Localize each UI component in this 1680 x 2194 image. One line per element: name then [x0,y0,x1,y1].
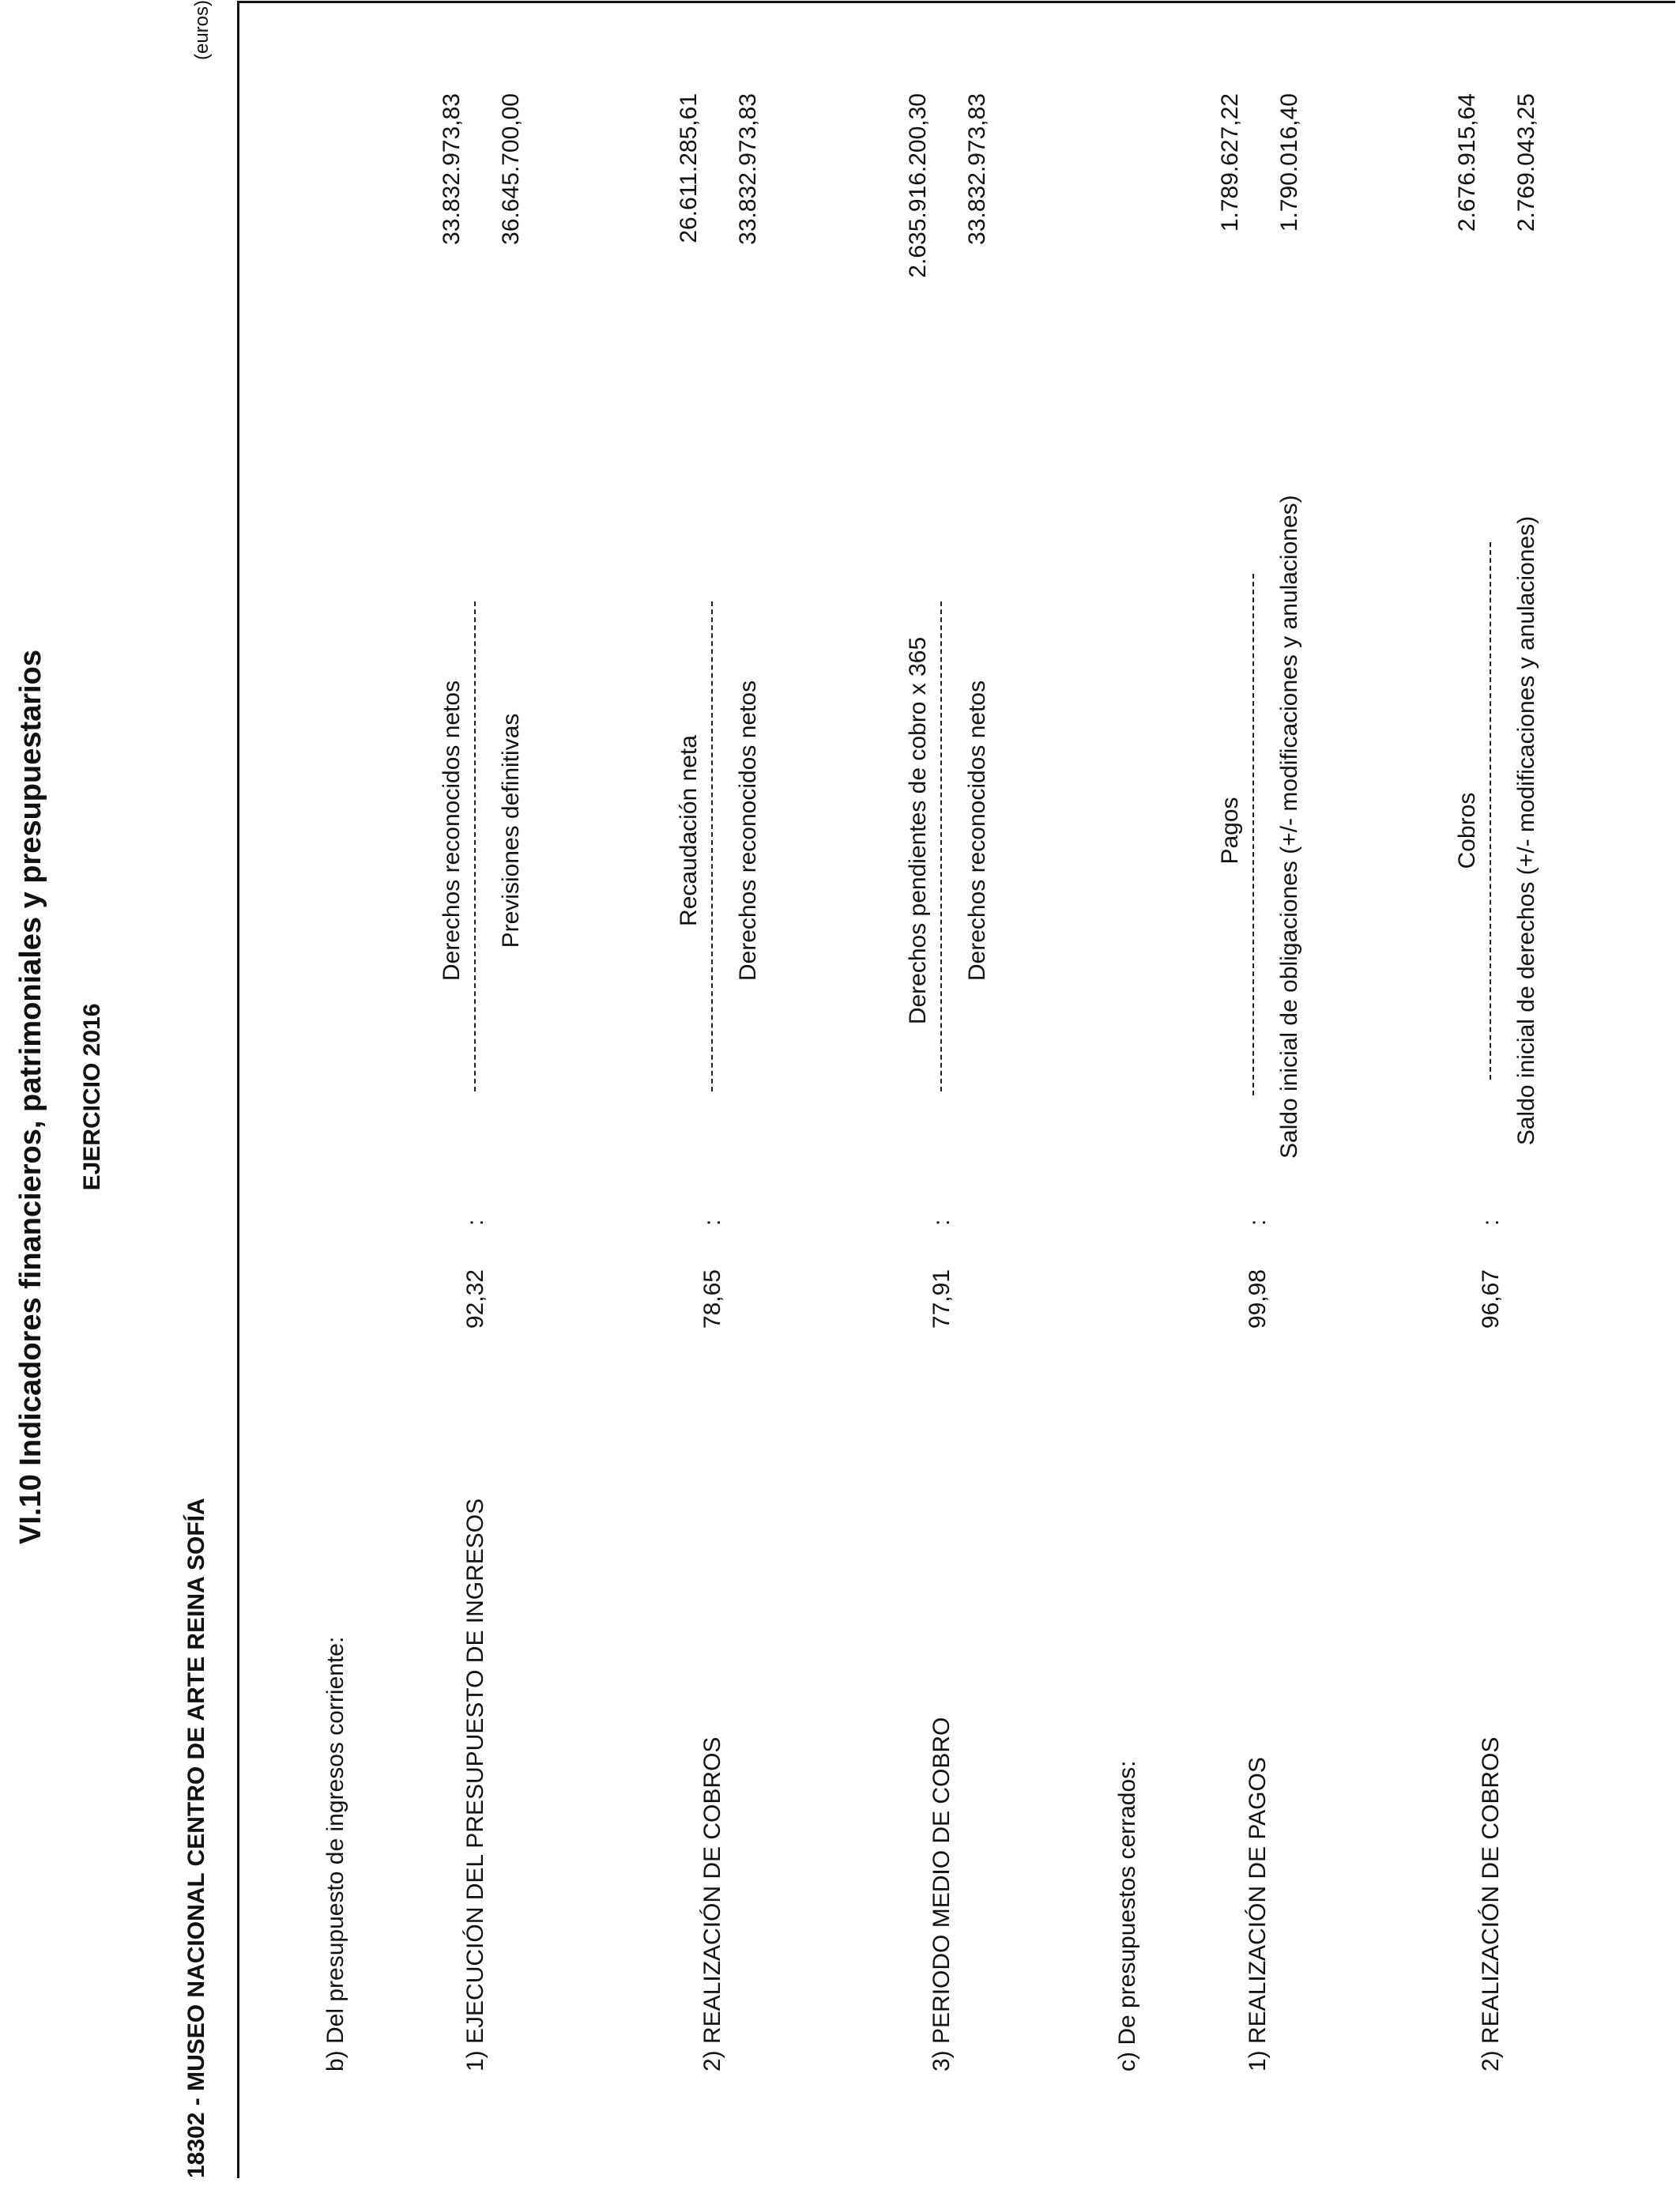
indicator-b2-numerator: Recaudación neta [676,735,702,926]
indicator-c1-value: 99,98 [1245,1269,1271,1329]
indicator-c1-label: 1) REALIZACIÓN DE PAGOS [1245,1757,1271,2071]
indicator-c1-numerator: Pagos [1217,797,1243,865]
indicator-c2-denominator: Saldo inicial de derechos (+/- modificaciones y anulaciones) [1513,515,1539,1146]
indicator-b2-denominator: Derechos reconocidos netos [735,680,761,982]
indicator-b2-colon: : [699,1219,725,1226]
indicator-c2-label: 2) REALIZACIÓN DE COBROS [1478,1736,1504,2071]
indicator-c2-numerator-value: 2.676.915,64 [1454,93,1480,232]
indicator-b2-denominator-value: 33.832.973,83 [735,93,761,245]
indicator-b1-value: 92,32 [462,1269,488,1329]
indicator-c2-colon: : [1478,1219,1504,1226]
indicator-b3-fraction-line [940,601,942,1091]
indicator-b1-numerator: Derechos reconocidos netos [439,680,465,982]
indicator-b3-numerator-value: 2.635.916.200,30 [905,93,931,278]
currency-unit: (euros) [191,0,213,60]
indicator-b1-fraction-line [474,601,476,1091]
indicator-b2-value: 78,65 [699,1269,725,1329]
indicator-b3-numerator: Derechos pendientes de cobro x 365 [905,636,931,1025]
indicator-c1-numerator-value: 1.789.627,22 [1217,93,1243,232]
indicator-c2-numerator: Cobros [1454,792,1480,869]
indicator-b1-numerator-value: 33.832.973,83 [439,93,465,245]
indicator-b2-numerator-value: 26.611.285,61 [676,93,702,243]
section-b-heading: b) Del presupuesto de ingresos corriente: [322,1636,348,2071]
indicator-b2-label: 2) REALIZACIÓN DE COBROS [699,1736,725,2071]
indicator-c1-denominator: Saldo inicial de obligaciones (+/- modificaciones y anulaciones) [1276,495,1302,1159]
indicator-b3-label: 3) PERIODO MEDIO DE COBRO [929,1717,955,2071]
indicator-b1-colon: : [462,1219,488,1226]
indicator-b1-label: 1) EJECUCIÓN DEL PRESUPUESTO DE INGRESOS [462,1498,488,2071]
right-margin-rule [237,1,1675,3]
entity-name: 18302 - MUSEO NACIONAL CENTRO DE ARTE REINA SOFÍA [183,1498,209,2178]
indicator-b3-denominator-value: 33.832.973,83 [964,93,990,245]
section-c-heading: c) De presupuestos cerrados: [1114,1760,1140,2071]
indicator-c1-fraction-line [1252,574,1254,1095]
report-title: VI.10 Indicadores financieros, patrimoniales y presupuestarios [14,650,47,1544]
indicator-b3-denominator: Derechos reconocidos netos [964,680,990,982]
indicator-c2-denominator-value: 2.769.043,25 [1513,93,1539,232]
indicator-b1-denominator-value: 36.645.700,00 [498,93,524,245]
top-rule [237,3,239,2178]
indicator-b2-fraction-line [711,601,713,1091]
indicator-b1-denominator: Previsiones definitivas [498,713,524,948]
indicator-c2-fraction-line [1490,542,1491,1080]
indicator-b3-value: 77,91 [929,1269,955,1329]
indicator-b3-colon: : [929,1219,955,1226]
fiscal-year-subtitle: EJERCICIO 2016 [79,1003,105,1191]
indicator-c1-colon: : [1245,1219,1271,1226]
indicator-c2-value: 96,67 [1478,1269,1504,1329]
indicator-c1-denominator-value: 1.790.016,40 [1276,93,1302,232]
